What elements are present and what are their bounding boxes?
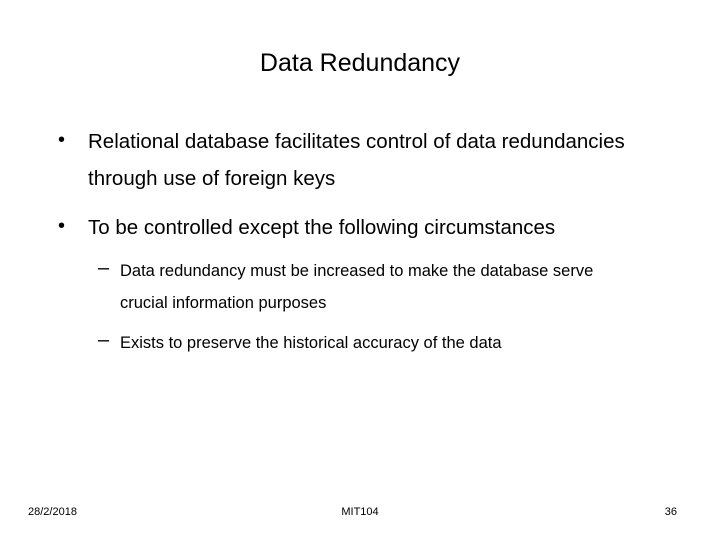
bullet-marker: • xyxy=(58,129,66,151)
slide-title-text: Data Redundancy xyxy=(259,49,461,77)
sub-bullet-marker: – xyxy=(98,329,110,351)
bullet-text: To be controlled except the following circumstances xyxy=(88,216,556,239)
footer-course xyxy=(0,504,720,520)
footer-course-text: MIT104 xyxy=(341,506,379,518)
bullet-text: Relational database facilitates control of data redundancies through use of foreign keys xyxy=(88,130,625,190)
sub-bullet-text: Exists to preserve the historical accuracy of the data xyxy=(120,334,502,352)
footer-date: 28/2/2018 xyxy=(28,506,77,518)
slide-title xyxy=(0,46,720,80)
footer-page-number: 36 xyxy=(664,506,677,518)
sub-bullet-marker: – xyxy=(98,257,110,279)
sub-bullet-text: Data redundancy must be increased to make the database serve crucial information purposes xyxy=(120,262,594,312)
bullet-marker: • xyxy=(58,215,66,237)
